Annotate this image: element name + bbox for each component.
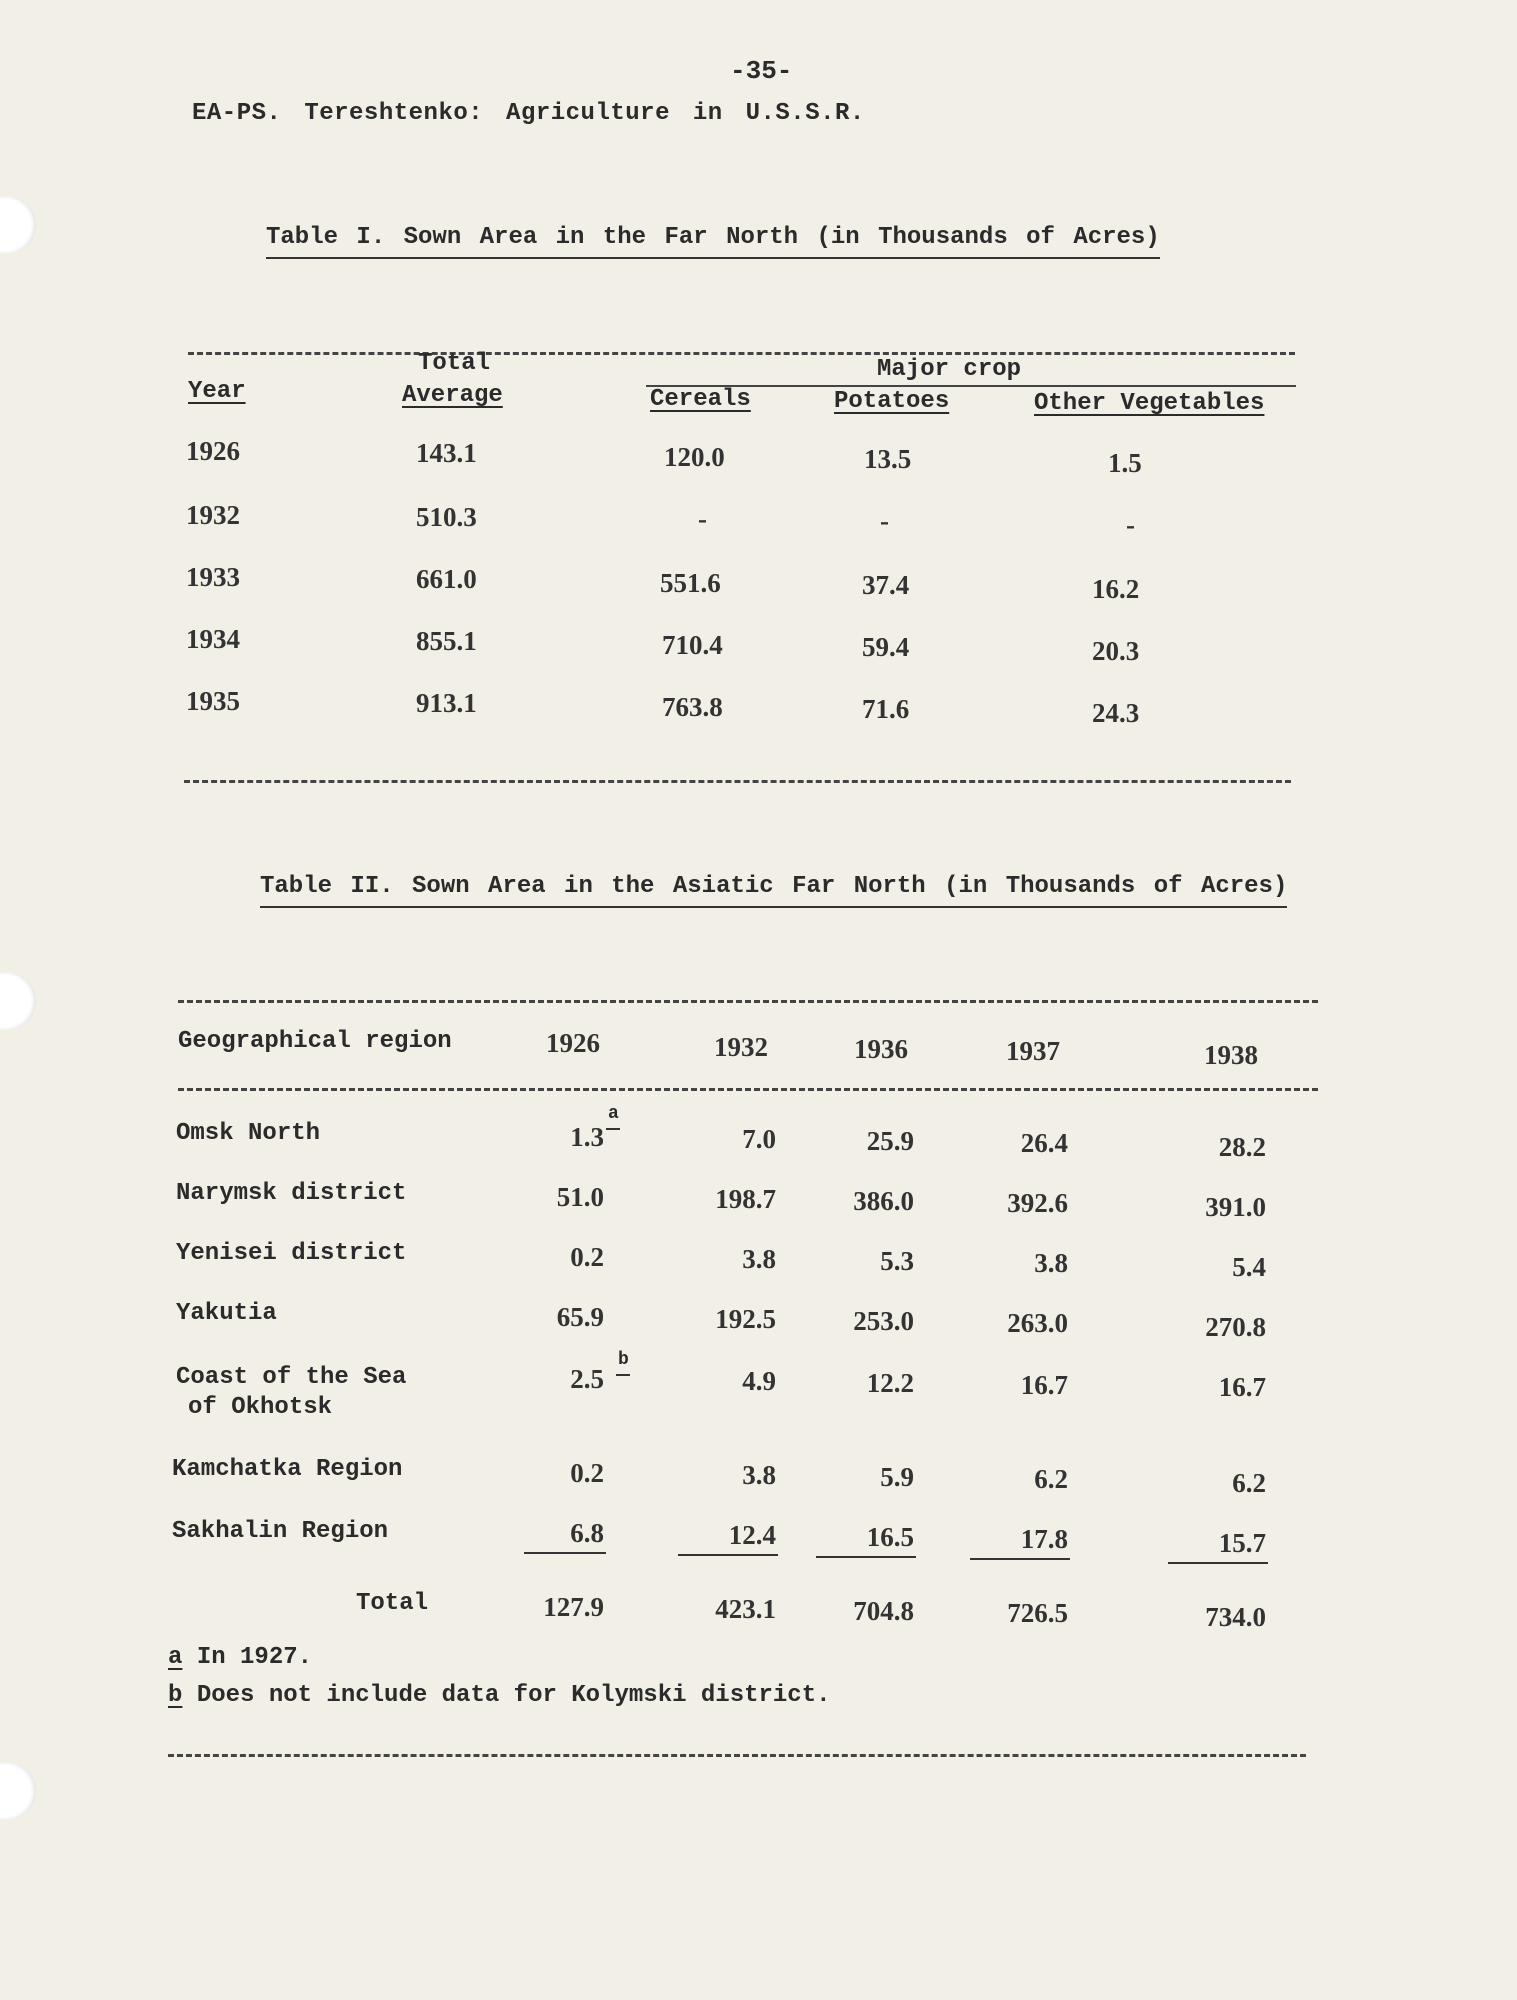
- table2-cell-1937: 17.8: [1020, 1524, 1068, 1554]
- table2-bottom-rule: [168, 1754, 1306, 1757]
- table1-cell-other: 20.3: [1092, 636, 1140, 666]
- punch-hole: [0, 1762, 36, 1820]
- table1-cell-cereals: -: [698, 504, 707, 534]
- table1-cell-total: 143.1: [416, 438, 477, 468]
- table1-cell-year: 1926: [186, 436, 240, 466]
- table2-cell-1938: 16.7: [1218, 1372, 1266, 1402]
- sum-underline: [816, 1556, 916, 1558]
- table2-region: Yakutia: [176, 1300, 277, 1327]
- table1-cell-other: 24.3: [1092, 698, 1140, 728]
- table1-cell-potatoes: 71.6: [862, 694, 910, 724]
- table2-cell-1936: 5.3: [880, 1246, 914, 1276]
- table2-region: Yenisei district: [176, 1240, 407, 1267]
- table1-cell-total: 913.1: [416, 688, 477, 718]
- table2-header-region: Geographical region: [178, 1028, 452, 1055]
- table1-cell-year: 1933: [186, 562, 240, 592]
- table1-top-rule: [188, 352, 1295, 355]
- table2-total-1938: 734.0: [1205, 1602, 1266, 1632]
- table1-cell-year: 1932: [186, 500, 240, 530]
- table1-cell-year: 1934: [186, 624, 240, 654]
- table2-cell-1926: 0.2: [570, 1242, 604, 1272]
- table1-cell-year: 1935: [186, 686, 240, 716]
- table2-header-rule: [178, 1088, 1318, 1091]
- table2-region: Sakhalin Region: [172, 1518, 389, 1545]
- table2-cell-1936: 5.9: [880, 1462, 914, 1492]
- table2-top-rule: [178, 1000, 1318, 1003]
- table2-cell-1938: 28.2: [1218, 1132, 1266, 1162]
- table1-header-group: Major crop: [877, 356, 1022, 383]
- table1-title: Table I. Sown Area in the Far North (in Thousands of Acres): [266, 224, 1160, 259]
- table2-cell-1936: 25.9: [866, 1126, 914, 1156]
- table2-cell-1937: 16.7: [1020, 1370, 1068, 1400]
- table2-cell-1938: 15.7: [1218, 1528, 1266, 1558]
- table2-cell-1938: 5.4: [1232, 1252, 1266, 1282]
- table1-header-year: Year: [188, 378, 246, 405]
- table2-cell-1937: 263.0: [1007, 1308, 1068, 1338]
- table1-header-cereals: Cereals: [650, 386, 751, 413]
- sum-underline: [524, 1552, 606, 1554]
- table1-cell-cereals: 120.0: [664, 442, 725, 472]
- table1-header-total-bottom: Average: [402, 382, 503, 409]
- running-header: EA-PS. Tereshtenko: Agriculture in U.S.S.R.: [192, 100, 865, 127]
- sum-underline: [678, 1554, 778, 1556]
- table2-region: Omsk North: [176, 1120, 321, 1147]
- footnote-a-text: In 1927.: [196, 1644, 313, 1671]
- table2-cell-1936: 253.0: [853, 1306, 914, 1336]
- table1-cell-potatoes: 59.4: [862, 632, 910, 662]
- table2-cell-1938: 270.8: [1205, 1312, 1266, 1342]
- table2-cell-1932: 192.5: [715, 1304, 776, 1334]
- table2-cell-1926: 51.0: [556, 1182, 604, 1212]
- table2-cell-1937: 26.4: [1020, 1128, 1068, 1158]
- table2-header-1938: 1938: [1204, 1040, 1258, 1070]
- table2-cell-1936: 16.5: [866, 1522, 914, 1552]
- table2-cell-1937: 3.8: [1034, 1248, 1068, 1278]
- table2-cell-1932: 4.9: [742, 1366, 776, 1396]
- table2-region: Narymsk district: [176, 1180, 407, 1207]
- table1-cell-potatoes: -: [880, 506, 889, 536]
- footnote-marker: a: [608, 1104, 619, 1124]
- table1-header-potatoes: Potatoes: [834, 388, 950, 415]
- table2-cell-1938: 391.0: [1205, 1192, 1266, 1222]
- footnote-b-mark: b: [168, 1682, 183, 1709]
- table2-total-1936: 704.8: [853, 1596, 914, 1626]
- table1-bottom-rule: [184, 780, 1291, 783]
- table2-header-1937: 1937: [1006, 1036, 1060, 1066]
- table1-header-other: Other Vegetables: [1034, 390, 1265, 417]
- table2-header-1932: 1932: [714, 1032, 768, 1062]
- table1-cell-other: -: [1126, 510, 1135, 540]
- table2-cell-1926: 1.3: [570, 1122, 604, 1152]
- punch-hole: [0, 196, 36, 254]
- table2-total-1937: 726.5: [1007, 1598, 1068, 1628]
- footnote-a: [168, 1644, 312, 1671]
- table1-cell-cereals: 551.6: [660, 568, 721, 598]
- table1-cell-total: 510.3: [416, 502, 477, 532]
- table1-cell-potatoes: 13.5: [864, 444, 912, 474]
- table2-region: Coast of the Sea: [176, 1364, 407, 1391]
- table2-cell-1938: 6.2: [1232, 1468, 1266, 1498]
- table2-cell-1926: 2.5: [570, 1364, 604, 1394]
- footnote-marker: b: [618, 1350, 629, 1370]
- table1-cell-cereals: 763.8: [662, 692, 723, 722]
- table2-total-1926: 127.9: [543, 1592, 604, 1622]
- table2-cell-1932: 198.7: [715, 1184, 776, 1214]
- footnote-a-mark: a: [168, 1644, 183, 1671]
- table2-cell-1926: 0.2: [570, 1458, 604, 1488]
- table2-total-label: Total: [356, 1590, 429, 1617]
- sum-underline: [1168, 1562, 1268, 1564]
- punch-hole: [0, 972, 36, 1030]
- table2-header-1926: 1926: [546, 1028, 600, 1058]
- table2-cell-1937: 6.2: [1034, 1464, 1068, 1494]
- footnote-b-text: Does not include data for Kolymski district.: [196, 1682, 831, 1709]
- table2-cell-1932: 7.0: [742, 1124, 776, 1154]
- table2-header-1936: 1936: [854, 1034, 908, 1064]
- table1-header-total-top: Total: [418, 350, 491, 377]
- table1-cell-other: 16.2: [1092, 574, 1140, 604]
- table1-cell-total: 855.1: [416, 626, 477, 656]
- sum-underline: [970, 1558, 1070, 1560]
- table2-cell-1926: 6.8: [570, 1518, 604, 1548]
- page-number: -35-: [730, 56, 793, 86]
- table1-cell-total: 661.0: [416, 564, 477, 594]
- table2-cell-1926: 65.9: [556, 1302, 604, 1332]
- table2-cell-1932: 3.8: [742, 1244, 776, 1274]
- footnote-marker-underline: [616, 1374, 630, 1376]
- table2-region-continued: of Okhotsk: [188, 1394, 333, 1421]
- footnote-marker-underline: [606, 1128, 620, 1130]
- table2-cell-1936: 12.2: [866, 1368, 914, 1398]
- table1-cell-cereals: 710.4: [662, 630, 723, 660]
- table1-cell-potatoes: 37.4: [862, 570, 910, 600]
- table2-title: Table II. Sown Area in the Asiatic Far North (in Thousands of Acres): [260, 873, 1287, 908]
- table2-total-1932: 423.1: [715, 1594, 776, 1624]
- table2-cell-1932: 12.4: [728, 1520, 776, 1550]
- table2-cell-1936: 386.0: [853, 1186, 914, 1216]
- table2-cell-1932: 3.8: [742, 1460, 776, 1490]
- table2-region: Kamchatka Region: [172, 1456, 403, 1483]
- footnote-b: [168, 1682, 831, 1709]
- table2-cell-1937: 392.6: [1007, 1188, 1068, 1218]
- table1-cell-other: 1.5: [1108, 448, 1142, 478]
